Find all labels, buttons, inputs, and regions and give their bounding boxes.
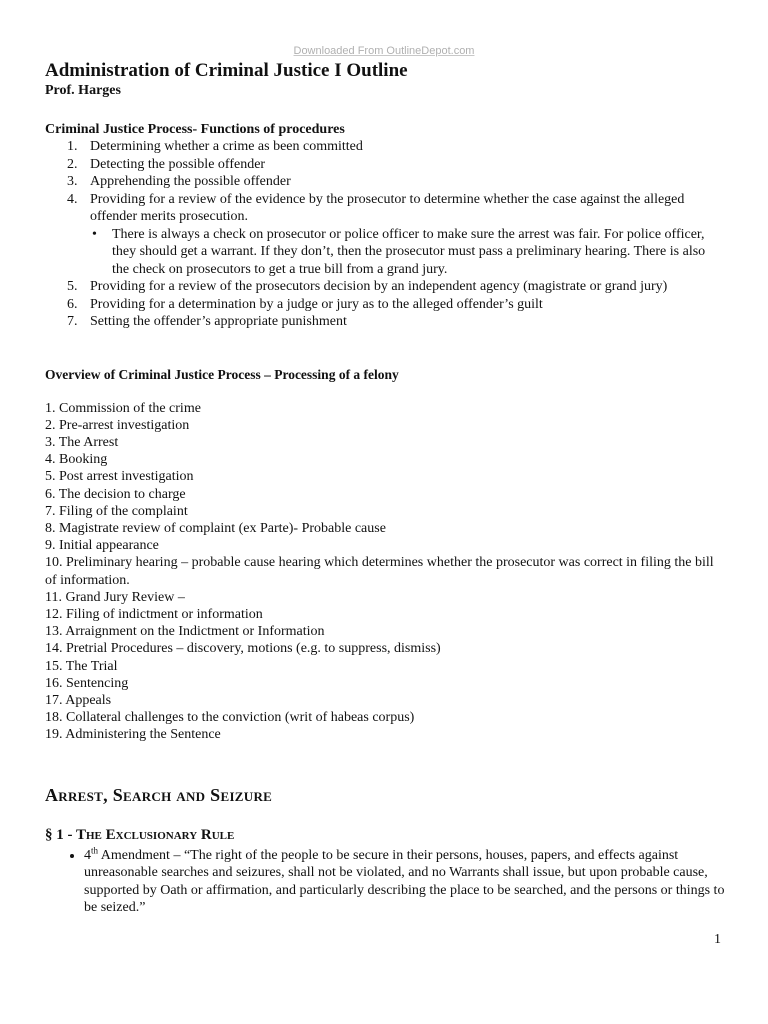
overview-step: 14. Pretrial Procedures – discovery, motions (e.g. to suppress, dismiss) [45,641,441,657]
functions-item-text: Apprehending the possible offender [90,174,291,189]
page-number: 1 [714,932,721,947]
overview-step: 5. Post arrest investigation [45,469,194,485]
functions-item: 4. Providing for a review of the evidence by the prosecutor to determine whether the case against the alleged offender merits prosecution. • There is always a check on prosecutor or police officer to make sure the arrest was fair. For police officer, they should get a warrant. If they don’t, then the prosecutor must pass a preliminary hearing. There is also the check on prosecutors to get a true bill from a grand jury. [45,191,725,279]
amendment-item [84,844,725,917]
overview-step: 7. Filing of the complaint [45,503,188,519]
overview-step: 8. Magistrate review of complaint (ex Parte)- Probable cause [45,520,386,536]
watermark[interactable] [0,45,768,57]
overview-step: 10. Preliminary hearing – probable cause hearing which determines whether the prosecutor was correct in filing the bill of information. [45,555,714,588]
overview-step: 15. The Trial [45,658,118,674]
overview-step: 16. Sentencing [45,675,129,691]
overview-step: 13. Arraignment on the Indictment or Information [45,624,325,640]
amendment-number: 4 [84,847,91,863]
functions-item: 2. Detecting the possible offender [67,156,266,172]
overview-step: 18. Collateral challenges to the conviction (writ of habeas corpus) [45,710,415,726]
overview-heading: Overview of Criminal Justice Process – Processing of a felony [45,366,399,382]
bullet-dot-icon: • [92,226,97,242]
functions-item: 3. Apprehending the possible offender [67,174,291,189]
overview-steps [45,400,725,744]
overview-step: 19. Administering the Sentence [45,727,221,743]
functions-sub-bullet [90,226,725,279]
overview-step: 1. Commission of the crime [45,400,201,416]
document-title: Administration of Criminal Justice I Outline [45,60,408,81]
functions-item-text: Providing for a determination by a judge or jury as to the alleged offender’s guilt [90,296,543,312]
watermark-link[interactable]: Downloaded From OutlineDepot.com [293,45,475,57]
functions-item-text: Providing for a review of the prosecutors decision by an independent agency (magistrate or grand jury) [90,279,668,294]
functions-item-text: Setting the offender’s appropriate punishment [90,314,347,329]
amendment-list [45,844,725,917]
professor-name: Prof. Harges [45,83,121,98]
functions-sub-bullets [90,226,725,279]
functions-item: 6. Providing for a determination by a judge or jury as to the alleged offender’s guilt [67,296,543,312]
functions-item: 7. Setting the offender’s appropriate punishment [67,314,347,329]
overview-step: 2. Pre-arrest investigation [45,417,190,433]
arrest-section-heading: Arrest, Search and Seizure [45,784,273,805]
exclusionary-rule-heading: § 1 - The Exclusionary Rule [45,826,235,843]
functions-sub-bullet-text: There is always a check on prosecutor or police officer to make sure the arrest was fair. For police officer, they should get a warrant. If they don’t, then the prosecutor must pass a preliminary hearing. There is also the check on prosecutors to get a true bill from a grand jury. [112,226,706,277]
overview-step: 9. Initial appearance [45,538,159,554]
overview-step: 4. Booking [45,452,108,468]
functions-list [45,138,725,331]
overview-step: 17. Appeals [45,692,112,708]
amendment-suffix: th [91,844,99,855]
functions-item-text: Providing for a review of the evidence by the prosecutor to determine whether the case against the alleged offender merits prosecution. [90,191,685,224]
overview-step: 3. The Arrest [45,434,119,450]
overview-step: 6. The decision to charge [45,486,186,502]
document-body [45,60,725,933]
functions-item-text: Determining whether a crime as been committed [90,139,363,154]
functions-item: 5. Providing for a review of the prosecutors decision by an independent agency (magistrate or grand jury) [67,279,668,294]
overview-step: 11. Grand Jury Review – [45,589,185,605]
functions-item: 1. Determining whether a crime as been committed [67,139,363,154]
amendment-text: Amendment – “The right of the people to be secure in their persons, houses, papers, and effects against unreasonable searches and seizures, shall not be violated, and no Warrants shall issue, but upon probable cause, supported by Oath or affirmation, and particularly describing the place to be searched, and the persons or things to be seized.” [84,847,725,916]
functions-heading: Criminal Justice Process- Functions of procedures [45,122,345,137]
overview-step: 12. Filing of indictment or information [45,606,263,622]
functions-item-text: Detecting the possible offender [90,156,266,172]
